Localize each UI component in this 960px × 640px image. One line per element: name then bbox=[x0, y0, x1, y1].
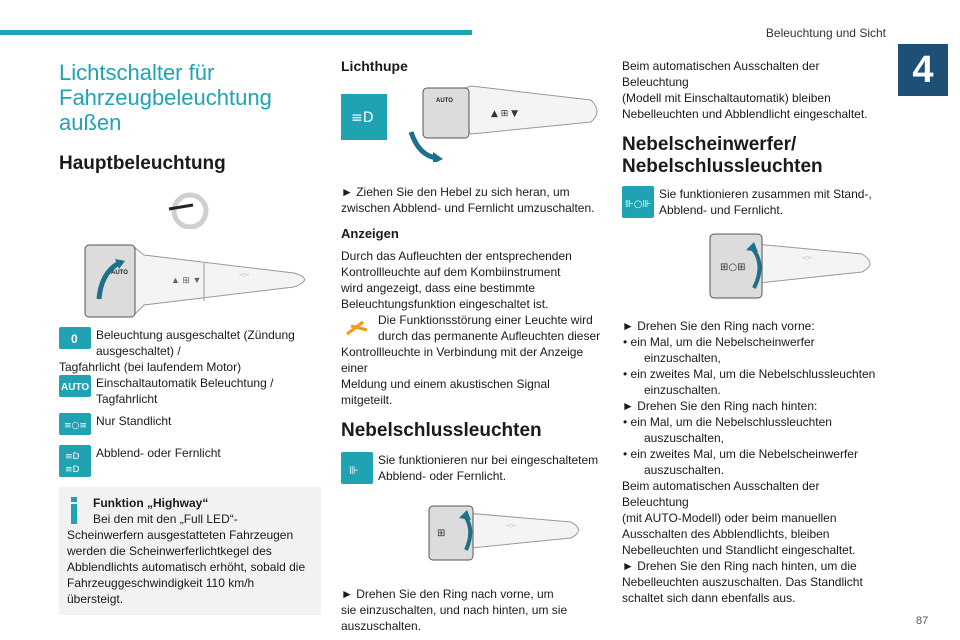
svg-text:0: 0 bbox=[71, 332, 78, 346]
section-nebelschlussleuchten: Nebelschlussleuchten bbox=[341, 420, 542, 441]
section-nebelscheinwerfer: Nebelscheinwerfer/ Nebelschlussleuchten bbox=[622, 134, 823, 177]
light-stalk-illustration bbox=[59, 243, 321, 319]
rear-fog-note: ⊪ Sie funktionieren nur bei eingeschaltetem Abblend- oder Fernlicht. bbox=[341, 452, 603, 484]
info-icon bbox=[71, 497, 77, 525]
column-3: Beim automatischen Ausschalten der Beleuchtung (Modell mit Einschaltautomatik) bleiben Nebelleuchten und Abblendlicht eingeschaltet. Nebelscheinwerfer/ Nebelschlussleuchten ⊪○⊪ Sie funktionieren zusammen mit Stand-, Abblend- und Fernlicht. ⊞○⊞ ‑○‑ ► Drehen Sie den Ring nach vorne: • ein Mal, um die Nebelscheinwerfer einzuschalten, • ein zweites Mal, um die Nebelschlussleuchten einzuschalten. ► Drehen Sie den Ring nach hinten: • ein Mal, um die Nebelschlussleuchten auszuschalten, • ein zweites Mal, um die Nebelscheinwerfer auszuschalten. Beim automatischen Ausschalten der Beleuchtung (mit AUTO-Modell) oder beim manuellen Ausschalten des Abblendlichts, bleiben Nebelleuchten und Standlicht eingeschaltet. ► Drehen Sie den Ring nach hinten, um die Nebelleuchten auszuschalten. Das Standlicht schaltet sich dann ebenfalls aus. bbox=[622, 58, 884, 606]
warning-lamp-icon bbox=[341, 312, 373, 344]
zero-symbol-icon bbox=[59, 327, 91, 349]
highway-note: Funktion „Highway“ Bei den mit den „Full LED“- Scheinwerfern ausgestatteten Fahrzeugen werden die Scheinwerferlichtkegel des Abblendlichts automatisch erhöht, sobald die Fahrzeuggeschwindigkeit 110 km/h übersteigt. bbox=[59, 487, 321, 615]
running-head: Beleuchtung und Sicht bbox=[765, 26, 886, 40]
column-1 bbox=[59, 58, 321, 615]
svg-text:⊪○⊪: ⊪○⊪ bbox=[625, 199, 652, 210]
auto-icon bbox=[59, 375, 91, 397]
flash-illustration bbox=[341, 82, 603, 162]
chapter-tab: 4 bbox=[898, 44, 948, 96]
svg-text:‑○‑: ‑○‑ bbox=[239, 270, 250, 279]
legend-parking: ≡○≡ Nur Standlicht bbox=[59, 413, 321, 439]
steering-wheel-icon bbox=[59, 189, 321, 229]
svg-text:▲ ⊞ ▼: ▲ ⊞ ▼ bbox=[171, 275, 202, 285]
svg-text:≡D: ≡D bbox=[351, 110, 374, 126]
svg-text:‑○‑: ‑○‑ bbox=[506, 521, 517, 530]
parking-light-icon bbox=[59, 413, 91, 435]
low-high-beam-icon bbox=[59, 445, 91, 477]
svg-text:AUTO: AUTO bbox=[111, 270, 128, 276]
column-2: Lichthupe ≡D AUTO ▲ ⊞ ▼ ► Ziehen Sie den Hebel zu sich heran, um zwischen Abblend- und Fernlicht umzuschalten. Anzeigen Durch das Aufleuchten der entsprechenden Kontrollleuchte auf dem Kombiinstrument wird angezeigt, dass eine bestimmte Beleuchtungsfunktion eingeschaltet ist. Die Funktionsstörung einer Leuchte wird durch das permanente Aufleuchten dieser Kontrollleuchte in Verbindung mit der Anzeige einer Meldung und einem akustischen Signal mitgeteilt. Nebelschlussleuchten ⊪ Sie funktionieren nur bei eingeschaltetem Abblend- oder Fernlicht. ⊞ ‑○‑ ► Drehen Sie den Ring nach vorne, um sie einzuschalten, und nach hinten, um sie auszuschalten. bbox=[341, 58, 603, 634]
section-anzeigen: Anzeigen bbox=[341, 226, 399, 241]
warning-lamp-row: Die Funktionsstörung einer Leuchte wird durch das permanente Aufleuchten dieser Kontrollleuchte in Verbindung mit der Anzeige einer Meldung und einem akustischen Signal mitgeteilt. bbox=[341, 313, 601, 407]
svg-text:⊞: ⊞ bbox=[437, 528, 446, 539]
section-hauptbeleuchtung: Hauptbeleuchtung bbox=[59, 153, 226, 174]
svg-text:≡○≡: ≡○≡ bbox=[64, 421, 87, 431]
legend-beam: ≡D ≡D Abblend- oder Fernlicht bbox=[59, 445, 321, 477]
fog-both-note: ⊪○⊪ Sie funktionieren zusammen mit Stand-, Abblend- und Fernlicht. bbox=[622, 186, 884, 218]
svg-text:⊞○⊞: ⊞○⊞ bbox=[720, 262, 746, 273]
legend-auto: AUTO Einschaltautomatik Beleuchtung / Tagfahrlicht bbox=[61, 376, 274, 406]
svg-text:⊪: ⊪ bbox=[349, 464, 359, 477]
front-rear-fog-icon bbox=[622, 186, 654, 218]
page-number: 87 bbox=[916, 615, 929, 627]
svg-text:‑○‑: ‑○‑ bbox=[802, 253, 813, 262]
steering-wheel-illustration bbox=[59, 189, 321, 229]
fog-ring-illustration bbox=[622, 228, 884, 304]
page-title: Lichtschalter für Fahrzeugbeleuchtung außen bbox=[59, 60, 272, 135]
top-accent-bar bbox=[0, 30, 472, 35]
section-lichthupe: Lichthupe bbox=[341, 58, 408, 74]
rear-fog-icon bbox=[341, 452, 373, 484]
legend-off: 0 Beleuchtung ausgeschaltet (Zündung ausgeschaltet) / Tagfahrlicht (bei laufendem Motor) bbox=[59, 328, 295, 374]
rear-fog-ring-illustration bbox=[341, 500, 603, 570]
svg-text:AUTO: AUTO bbox=[61, 382, 90, 393]
svg-text:≡D: ≡D bbox=[65, 465, 80, 475]
svg-text:≡D: ≡D bbox=[65, 452, 80, 462]
svg-text:AUTO: AUTO bbox=[436, 98, 453, 104]
svg-text:▲ ⊞ ▼: ▲ ⊞ ▼ bbox=[491, 109, 519, 119]
